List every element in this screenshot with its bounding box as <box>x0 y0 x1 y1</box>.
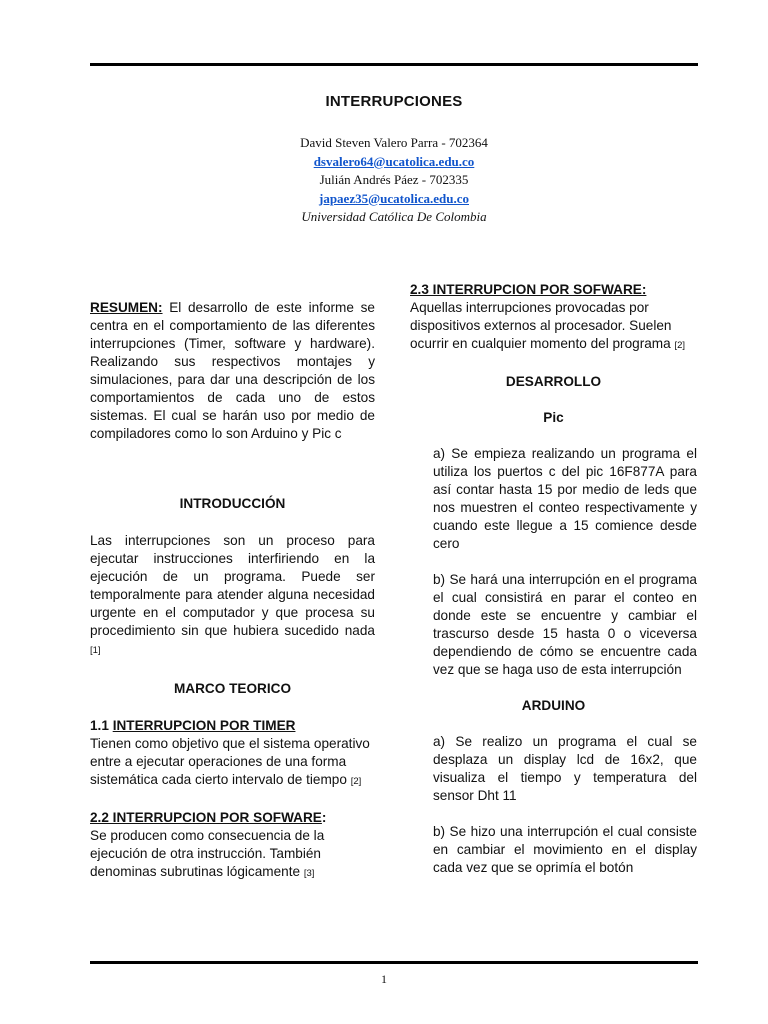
introduction-text: Las interrupciones son un proceso para ejecutar instrucciones interfiriendo en la ejecución de un programa. Puede ser temporalmente para atender alguna necesidad urgente en el computador y que procesa su procedimiento sin que hubiera sucedido nada <box>90 533 375 638</box>
pic-item-a: a) Se empieza realizando un programa el utiliza los puertos c del pic 16F877A para así contar hasta 15 por medio de leds que nos muestren el conteo respectivamente y cuando este llegue a 15 comience desde cero <box>433 446 697 551</box>
section-2-3-text: Aquellas interrupciones provocadas por dispositivos externos al procesador. Suelen ocurrir en cualquier momento del programa <box>410 300 672 351</box>
citation-2: [2] <box>350 776 362 787</box>
section-2-2-paragraph <box>90 827 375 883</box>
author-block <box>90 134 698 227</box>
section-1-1-title: INTERRUPCION POR TIMER <box>112 718 296 733</box>
author-1: David Steven Valero Parra - 702364 <box>300 135 488 150</box>
abstract-text: El desarrollo de este informe se centra en el comportamiento de las diferentes interrupciones (Timer, software y hardware). Realizando sus respectivos montajes y simulaciones, para dar una descripción de los comportamientos de cada uno de estos sistemas. El cual se harán uso por medio de compiladores como lo son Arduino y Pic c <box>90 300 375 441</box>
introduction-paragraph <box>90 532 375 660</box>
section-2-2-heading <box>90 809 375 827</box>
section-2-3-title: 2.3 INTERRUPCION POR SOFWARE: <box>410 282 647 297</box>
top-rule <box>90 63 698 66</box>
bottom-rule <box>90 961 698 964</box>
pic-heading: Pic <box>543 410 564 425</box>
section-1-1-heading <box>90 717 375 735</box>
citation-2b: [2] <box>674 340 686 351</box>
paper-title: INTERRUPCIONES <box>325 93 463 110</box>
right-column <box>410 281 697 877</box>
arduino-heading: ARDUINO <box>521 698 586 713</box>
section-2-3-heading <box>410 281 697 299</box>
marco-teorico-heading: MARCO TEORICO <box>173 681 292 696</box>
section-1-1-text: Tienen como objetivo que el sistema operativo entre a ejecutar operaciones de una forma sistemática cada cierto intervalo de tiempo <box>90 736 370 787</box>
section-1-1-paragraph <box>90 735 375 791</box>
arduino-item-a: a) Se realizo un programa el cual se desplaza un display lcd de 16x2, que visualiza el tiempo y temperatura del sensor Dht 11 <box>433 734 697 803</box>
arduino-item-b: b) Se hizo una interrupción el cual consiste en cambiar el movimiento en el display cada vez que se oprimía el botón <box>433 824 697 875</box>
email-link-2[interactable]: japaez35@ucatolica.edu.co <box>318 190 469 206</box>
pic-item-b: b) Se hará una interrupción en el programa el cual consistirá en parar el conteo en donde este se encuentre y cambiar el trascurso desde 15 hasta 0 o viceversa dependiendo de cómo se encuentre cada vez que se haga uso de esta interrupción <box>433 572 697 677</box>
citation-1: [1] <box>90 645 101 656</box>
section-2-2-title: 2.2 INTERRUPCION POR SOFWARE <box>90 810 322 825</box>
section-2-2-text: Se producen como consecuencia de la ejecución de otra instrucción. También denominas subrutinas lógicamente <box>90 828 325 879</box>
institution: Universidad Católica De Colombia <box>301 209 487 224</box>
left-column <box>90 299 375 883</box>
introduction-heading: INTRODUCCIÓN <box>179 496 286 511</box>
section-2-3-paragraph <box>410 299 697 355</box>
abstract-label: RESUMEN: <box>90 300 163 315</box>
page-number: 1 <box>381 972 387 986</box>
citation-3: [3] <box>303 868 315 879</box>
author-2: Julián Andrés Páez - 702335 <box>319 172 469 187</box>
email-link-1[interactable]: dsvalero64@ucatolica.edu.co <box>313 153 475 169</box>
desarrollo-heading: DESARROLLO <box>505 374 602 389</box>
section-1-1-number: 1.1 <box>90 718 113 733</box>
section-2-2-colon: : <box>321 810 327 825</box>
abstract-paragraph <box>90 299 375 443</box>
